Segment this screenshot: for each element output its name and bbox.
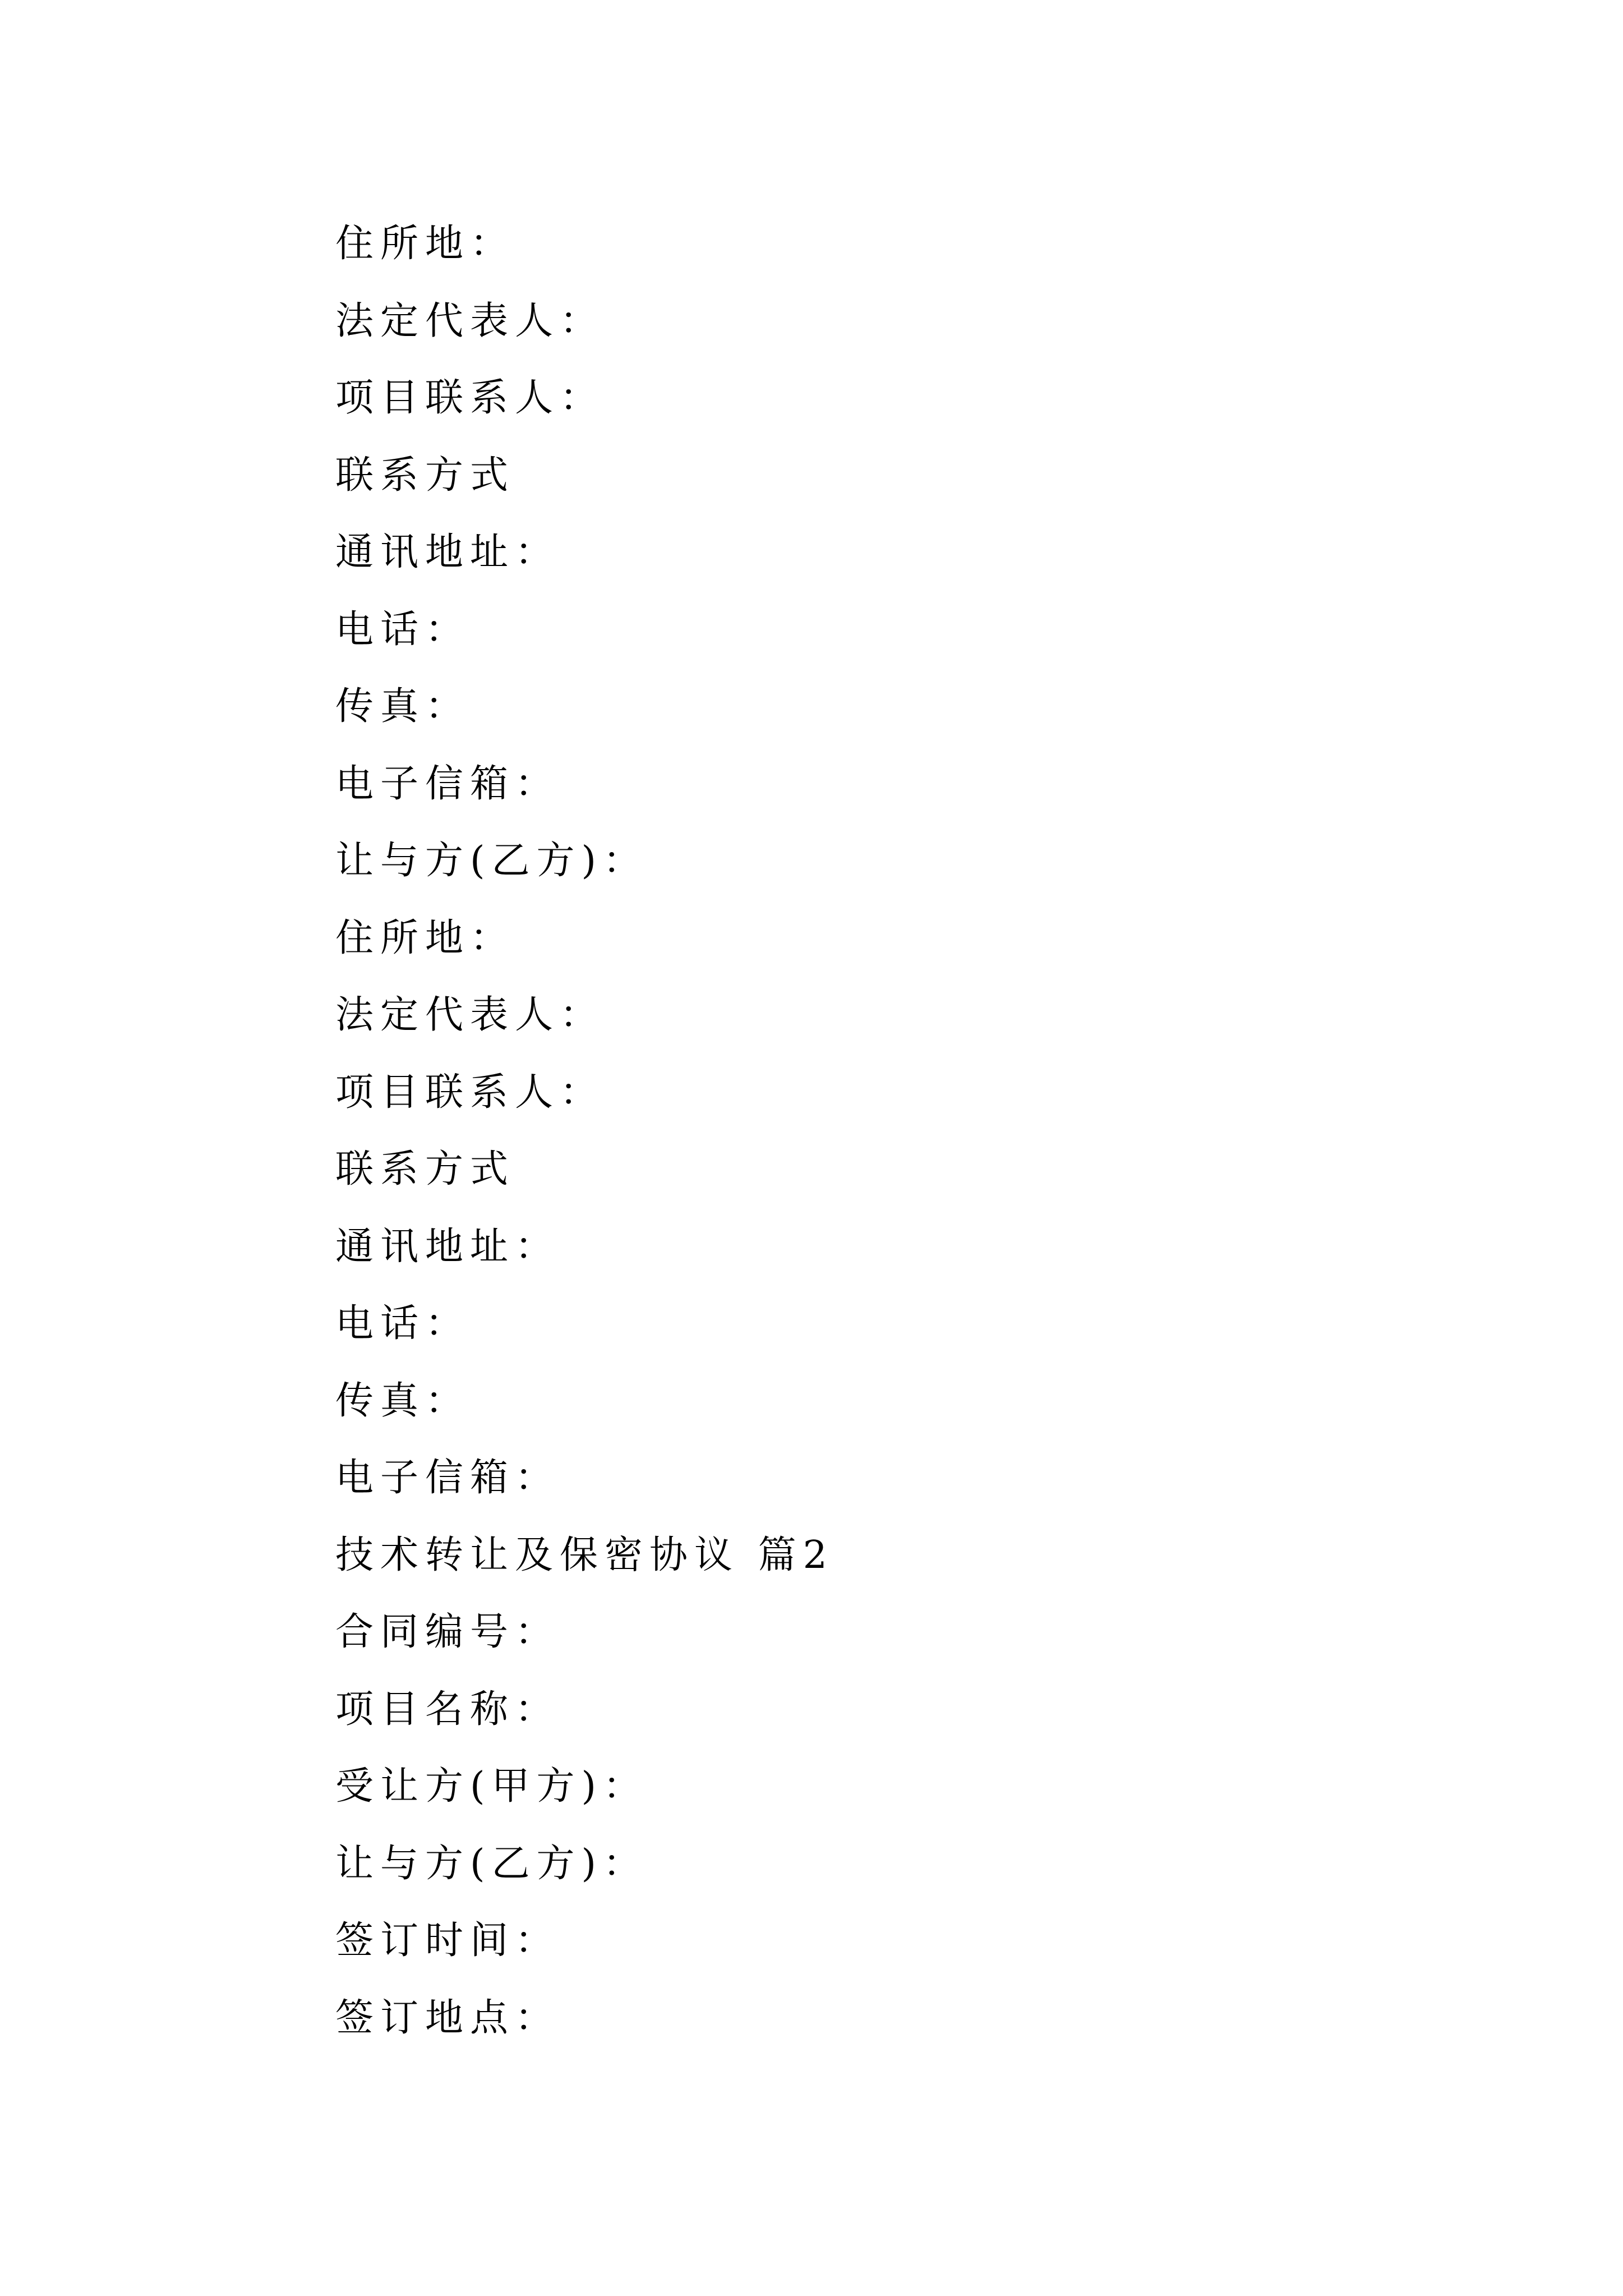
party-label-transferee: 受让方(甲方)： — [335, 1764, 648, 1809]
field-label-mailing-address: 通讯地址： — [335, 1224, 560, 1269]
section-heading: 技术转让及保密协议 篇2 — [335, 1533, 834, 1577]
field-label-residence: 住所地： — [335, 915, 515, 960]
party-label-transferor: 让与方(乙方)： — [335, 1841, 648, 1886]
field-label-residence: 住所地： — [335, 222, 515, 266]
party-label-transferor: 让与方(乙方)： — [335, 839, 648, 883]
field-label-fax: 传真： — [335, 684, 471, 729]
field-label-contact-method: 联系方式 — [335, 453, 515, 498]
field-label-phone: 电话： — [335, 1301, 471, 1346]
field-label-signing-place: 签订地点： — [335, 1995, 560, 2040]
document-body — [335, 205, 1457, 2056]
field-label-email: 电子信箱： — [335, 1456, 560, 1500]
field-label-project-contact: 项目联系人： — [335, 376, 605, 420]
field-label-contact-method: 联系方式 — [335, 1147, 515, 1191]
field-label-mailing-address: 通讯地址： — [335, 530, 560, 574]
field-label-project-name: 项目名称： — [335, 1687, 560, 1732]
field-label-phone: 电话： — [335, 607, 471, 652]
field-label-email: 电子信箱： — [335, 761, 560, 806]
field-label-fax: 传真： — [335, 1378, 471, 1423]
field-label-signing-time: 签订时间： — [335, 1918, 560, 1963]
field-label-contract-number: 合同编号： — [335, 1610, 560, 1654]
field-label-project-contact: 项目联系人： — [335, 1070, 605, 1115]
field-label-legal-representative: 法定代表人： — [335, 298, 605, 343]
field-label-legal-representative: 法定代表人： — [335, 993, 605, 1037]
